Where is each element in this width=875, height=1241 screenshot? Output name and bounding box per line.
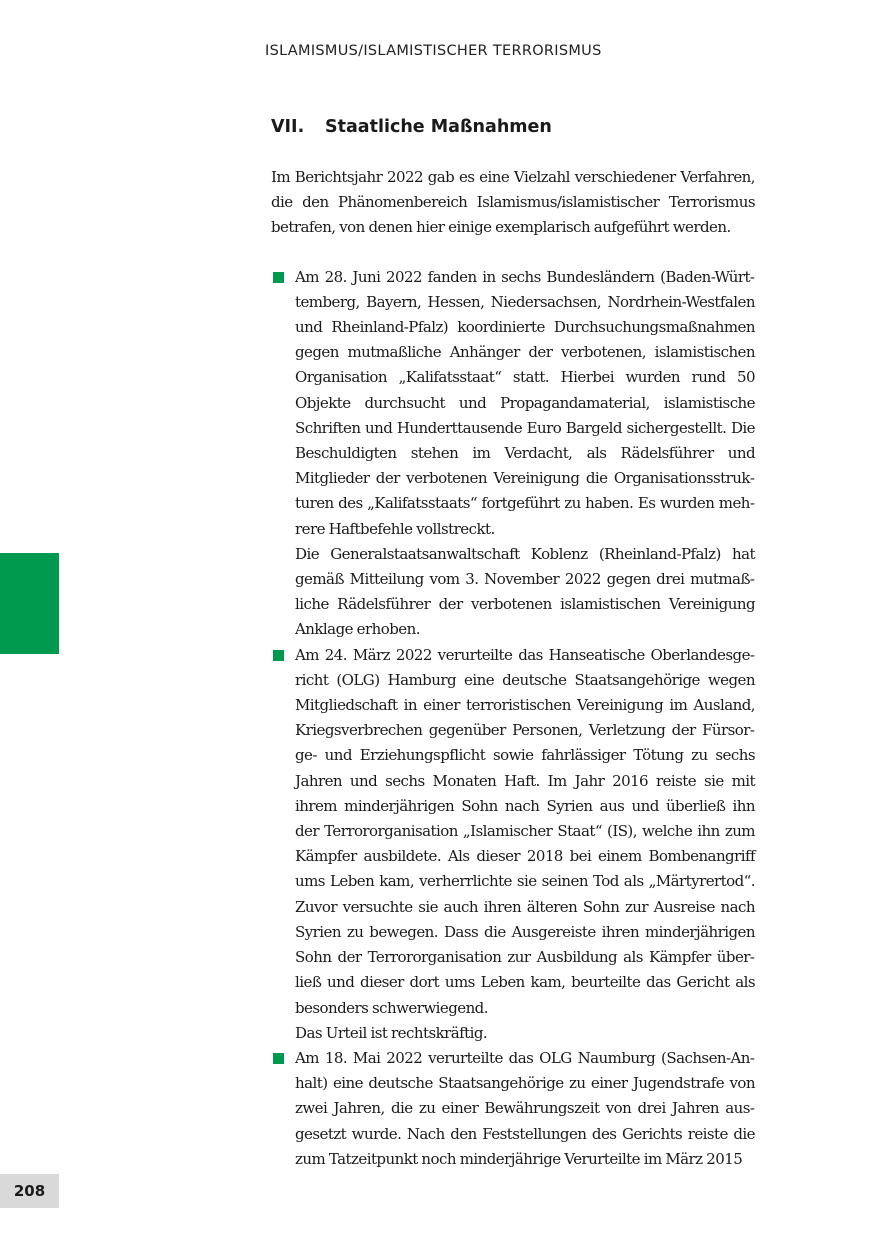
list-item [271, 265, 755, 643]
bullet-square-icon [273, 272, 284, 283]
list-item [271, 1046, 755, 1172]
running-head: ISLAMISMUS/ISLAMISTISCHER TERRORISMUS [265, 43, 602, 59]
list-item-paragraph: Am 24. März 2022 verurteilte das Hanseatische Oberlandesgericht (OLG) Hamburg eine deutsche Staatsangehörige wegen Mitgliedschaft in einer terroristischen Vereinigung im Ausland, Kriegsverbrechen gegenüber Personen, Verletzung der Fürsorge- und Erziehungspflicht sowie fahrlässiger Tötung zu sechs Jahren und sechs Monaten Haft. Im Jahr 2016 reiste sie mit ihrem minderjährigen Sohn nach Syrien aus und überließ ihn der Terrororganisation „Islamischer Staat“ (IS), welche ihn zum Kämpfer ausbildete. Als dieser 2018 bei einem Bombenangriff ums Leben kam, verherrlichte sie seinen Tod als „Märtyrertod“. Zuvor versuchte sie auch ihren älteren Sohn zur Ausreise nach Syrien zu bewegen. Dass die Ausgereiste ihren minderjährigen Sohn der Terrororganisation zur Ausbildung als Kämpfer überließ und dieser dort ums Leben kam, beurteilte das Gericht als besonders schwerwiegend. [295, 645, 755, 1017]
list-item-paragraph: Am 18. Mai 2022 verurteilte das OLG Naumburg (Sachsen-Anhalt) eine deutsche Staatsangehörige zu einer Jugendstrafe von zwei Jahren, die zu einer Bewährungszeit von drei Jahren ausgesetzt wurde. Nach den Feststellungen des Gerichts reiste die zum Tatzeitpunkt noch minderjährige Verurteilte im März 2015 [295, 1048, 755, 1168]
section-heading [271, 113, 755, 141]
list-item-paragraph: Das Urteil ist rechtskräftig. [295, 1023, 488, 1042]
section-title: Staatliche Maßnahmen [325, 117, 552, 137]
list-item [271, 643, 755, 1046]
measures-list [271, 265, 755, 1172]
bullet-square-icon [273, 650, 284, 661]
intro-paragraph: Im Berichtsjahr 2022 gab es eine Vielzahl verschiedener Verfahren, die den Phänomenbereich Islamismus/islamistischer Terrorismus betrafen, von denen hier einige exemplarisch aufgeführt werden. [271, 168, 755, 237]
chapter-tab-marker [0, 553, 59, 654]
main-content [271, 113, 755, 1172]
list-item-paragraph: Die Generalstaatsanwaltschaft Koblenz (Rheinland-Pfalz) hat gemäß Mitteilung vom 3. November 2022 gegen drei mutmaßliche Rädelsführer der verbotenen islamistischen Vereinigung Anklage erhoben. [295, 544, 755, 639]
page-number: 208 [0, 1174, 59, 1208]
section-number: VII. [271, 117, 305, 137]
list-item-paragraph: Am 28. Juni 2022 fanden in sechs Bundesländern (Baden-Württemberg, Bayern, Hessen, Niedersachsen, Nordrhein-Westfalen und Rheinland-Pfalz) koordinierte Durchsuchungsmaßnahmen gegen mutmaßliche Anhänger der verbotenen, islamistischen Organisation „Kalifatsstaat“ statt. Hierbei wurden rund 50 Objekte durchsucht und Propagandamaterial, islamistische Schriften und Hunderttausende Euro Bargeld sichergestellt. Die Beschuldigten stehen im Verdacht, als Rädelsführer und Mitglieder der verbotenen Vereinigung die Organisationsstrukturen des „Kalifatsstaats“ fortgeführt zu haben. Es wurden mehrere Haftbefehle vollstreckt. [295, 267, 755, 538]
bullet-square-icon [273, 1053, 284, 1064]
